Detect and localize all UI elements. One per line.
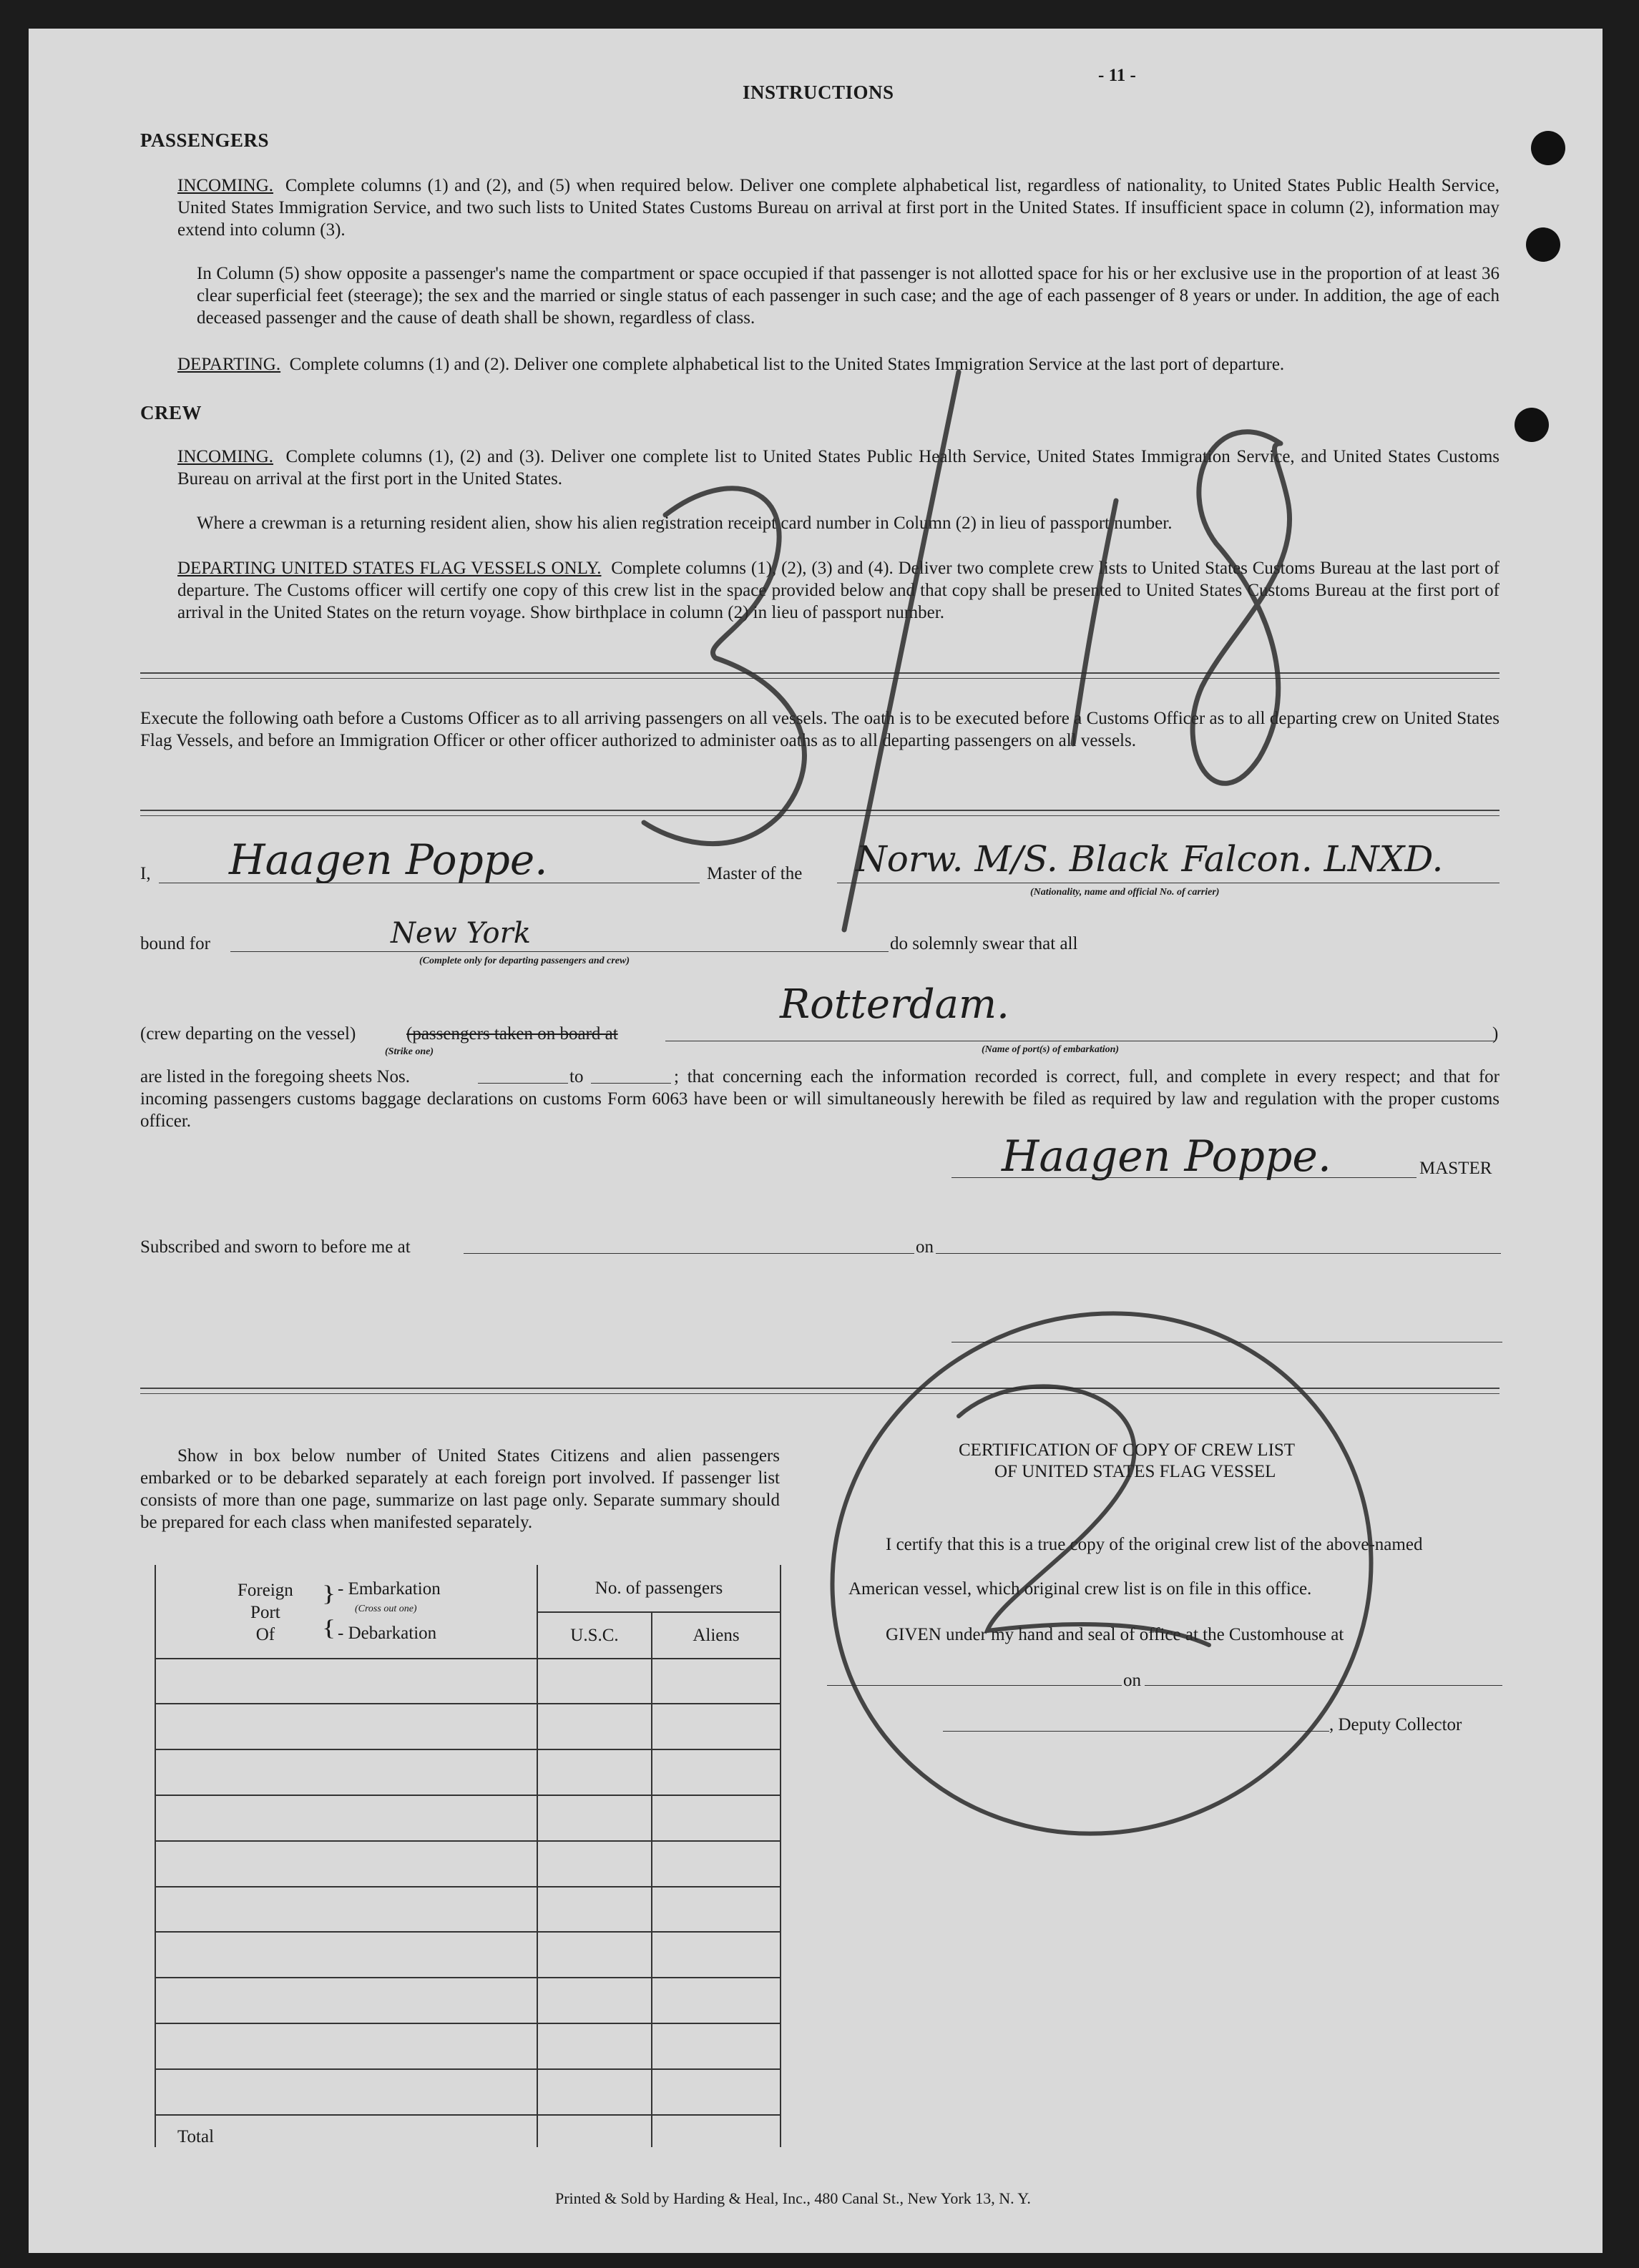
- subscribed-text: Subscribed and sworn to before me at: [140, 1237, 411, 1257]
- port-caption: (Name of port(s) of embarkation): [982, 1044, 1120, 1055]
- american-vessel-text: American vessel, which original crew list is on file in this office.: [848, 1579, 1312, 1599]
- listed-text-a: are listed in the foregoing sheets Nos.: [140, 1067, 410, 1086]
- oath-i-label: I,: [140, 864, 151, 883]
- no-passengers-header: No. of passengers: [537, 1565, 781, 1612]
- swear-text: do solemnly swear that all: [890, 934, 1078, 953]
- master-name-handwritten: Haagen Poppe.: [229, 835, 548, 884]
- big-number-1: [1073, 501, 1116, 744]
- page-number: - 11 -: [1098, 66, 1136, 85]
- listed-text-b: ; that concerning each the information recorded is correct, full, and complete in every respect; and that for incoming passengers customs baggage declarations on customs Form 6063 have been or will simultaneously herewith be filed as required by law and regulation with the proper customs officer.: [140, 1067, 1499, 1131]
- deputy-collector-label: , Deputy Collector: [1329, 1715, 1462, 1734]
- to-label: to: [569, 1067, 584, 1086]
- crew-incoming-label: INCOMING.: [177, 447, 274, 466]
- crew-incoming-text: Complete columns (1), (2) and (3). Deliver one complete list to United States Public Health Service, United States Immigration Service, and United States Customs Bureau on arrival at the first port in the United States.: [177, 447, 1500, 489]
- embarkation-label: - Embarkation: [338, 1579, 441, 1599]
- debarkation-label: - Debarkation: [338, 1623, 437, 1643]
- crew-heading: CREW: [140, 402, 202, 423]
- close-paren: ): [1492, 1024, 1499, 1044]
- passengers-column5-paragraph: In Column (5) show opposite a passenger's name the compartment or space occupied if that passenger is not allotted space for his or her exclusive use in the proportion of at least 36 clear superficial feet (steerage); the sex and the married or single status of each passenger in such case; and the age of each passenger of 8 years or under. In addition, the age of each deceased passenger and the cause of death shall be shown, regardless of class.: [197, 264, 1499, 328]
- usc-header: U.S.C.: [537, 1612, 652, 1658]
- crew-returning-paragraph: Where a crewman is a returning resident alien, show his alien registration receipt card number in Column (2) in lieu of passport number.: [197, 514, 1173, 533]
- big-number-8: [1193, 432, 1290, 784]
- summary-intro: Show in box below number of United States Citizens and alien passengers embarked or to be debarked separately at each foreign port involved. If passenger list consists of more than one page, summarize on last page only. Separate summary should be prepared for each class when manifested separately.: [140, 1446, 780, 1532]
- passengers-heading: PASSENGERS: [140, 129, 270, 151]
- certification-on-label: on: [1123, 1671, 1141, 1690]
- total-label: Total: [155, 2115, 537, 2147]
- crew-departing-text: Complete columns (1), (2), (3) and (4). Deliver two complete crew lists to United States Customs Bureau at the last port of departure. The Customs officer will certify one copy of this crew list in the space provided below and that copy shall be presented to United States Customs Bureau at the first port of arrival in the United States on the return voyage. Show birthplace in column (2) in lieu of passport number.: [177, 559, 1499, 622]
- big-number-3: [644, 489, 804, 844]
- passengers-departing-label: DEPARTING.: [177, 355, 281, 374]
- passengers-incoming-text: Complete columns (1) and (2), and (5) when required below. Deliver one complete alphabetical list, regardless of nationality, to United States Public Health Service, United States Immigration Service, and two such lists to United States Customs Bureau on arrival at first port in the United States. If insufficient space in column (2), information may extend into column (3).: [177, 176, 1500, 240]
- bound-for-label: bound for: [140, 934, 210, 953]
- passengers-departing-text: Complete columns (1) and (2). Deliver one complete alphabetical list to the United States Immigration Service at the last port of departure.: [289, 355, 1285, 374]
- of-label: Of: [255, 1624, 275, 1644]
- port-handwritten: Rotterdam.: [780, 981, 1009, 1028]
- passengers-incoming-label: INCOMING.: [177, 176, 274, 195]
- strike-caption: (Strike one): [385, 1046, 434, 1057]
- bound-for-handwritten: New York: [391, 917, 531, 950]
- master-signature: Haagen Poppe.: [1002, 1131, 1331, 1182]
- passengers-option-struck: (passengers taken on board at: [406, 1024, 618, 1044]
- big-number-slash: [844, 372, 959, 930]
- cross-out-note: (Cross out one): [355, 1603, 417, 1614]
- foreign-label: Foreign: [238, 1580, 293, 1600]
- master-of-label: Master of the: [707, 864, 803, 883]
- certification-title-1: CERTIFICATION OF COPY OF CREW LIST: [959, 1440, 1296, 1460]
- printer-footer: Printed & Sold by Harding & Heal, Inc., 480 Canal St., New York 13, N. Y.: [555, 2189, 1031, 2207]
- page-title: INSTRUCTIONS: [743, 82, 894, 103]
- vessel-handwritten: Norw. M/S. Black Falcon. LNXD.: [856, 838, 1444, 880]
- bound-for-caption: (Complete only for departing passengers and crew): [419, 956, 630, 966]
- brace-bottom: {: [322, 1614, 336, 1641]
- subscribed-on-label: on: [916, 1237, 934, 1257]
- crew-departing-label: DEPARTING UNITED STATES FLAG VESSELS ONLY.: [177, 559, 602, 578]
- given-text: GIVEN under my hand and seal of office at the Customhouse at: [886, 1625, 1344, 1644]
- master-label: MASTER: [1419, 1159, 1492, 1178]
- port-label: Port: [250, 1602, 280, 1622]
- brace-top: }: [322, 1580, 336, 1606]
- aliens-header: Aliens: [652, 1612, 781, 1658]
- vessel-caption: (Nationality, name and official No. of carrier): [1030, 887, 1220, 898]
- certification-title-2: OF UNITED STATES FLAG VESSEL: [994, 1462, 1276, 1481]
- circle-annotation: [746, 1225, 1457, 1922]
- circled-number-2: [959, 1386, 1209, 1645]
- oath-intro: Execute the following oath before a Customs Officer as to all arriving passengers on all vessels. The oath is to be executed before a Customs Officer as to all departing crew on United States Flag Vessels, and before an Immigration Officer or other officer authorized to administer oaths as to all departing passengers on all vessels.: [140, 709, 1499, 750]
- crew-departing-option: (crew departing on the vessel): [140, 1024, 356, 1044]
- certify-text: I certify that this is a true copy of the original crew list of the above-named: [886, 1535, 1423, 1554]
